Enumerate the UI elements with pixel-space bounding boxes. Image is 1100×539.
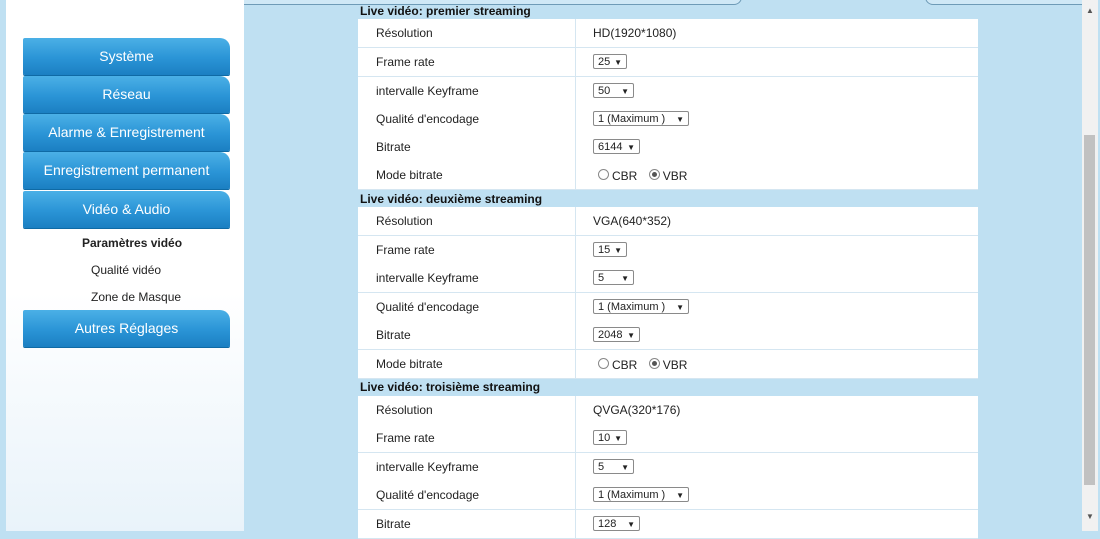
- framerate-label: Frame rate: [358, 236, 576, 264]
- framerate-label: Frame rate: [358, 48, 576, 76]
- resolution-label: Résolution: [358, 19, 576, 47]
- keyframe-select-value: 5: [598, 272, 605, 284]
- row-bitrate-2: [358, 321, 978, 350]
- arrow-up-icon[interactable]: ▲: [1086, 6, 1094, 15]
- bitrate-label: Bitrate: [358, 321, 576, 349]
- bitrate-label: Bitrate: [358, 133, 576, 161]
- keyframe-select-value: 50: [598, 85, 611, 97]
- bitrate-select-value: 6144: [598, 141, 623, 153]
- cbr-radio[interactable]: [598, 358, 609, 369]
- row-bitrate-1: [358, 133, 978, 162]
- quality-label: Qualité d'encodage: [358, 293, 576, 321]
- cbr-label: CBR: [612, 357, 638, 372]
- resolution-value: QVGA(320*176): [593, 403, 681, 417]
- menu-video-audio[interactable]: Vidéo & Audio: [23, 191, 230, 228]
- bitrate-mode-radio-group: [598, 168, 695, 183]
- quality-select-value: 1 (Maximum ): [598, 301, 666, 313]
- keyframe-label: intervalle Keyframe: [358, 77, 576, 105]
- bitrate-mode-radio-group: [598, 357, 695, 372]
- framerate-select[interactable]: [593, 242, 627, 257]
- resolution-label: Résolution: [358, 207, 576, 235]
- submenu-qualite-video[interactable]: Qualité vidéo: [91, 263, 162, 277]
- mode-label: Mode bitrate: [358, 350, 576, 378]
- chevron-down-icon: ▼: [614, 246, 622, 255]
- framerate-select[interactable]: [593, 54, 627, 69]
- vbr-radio[interactable]: [649, 358, 660, 369]
- row-keyframe-3: [358, 453, 978, 482]
- bitrate-select[interactable]: [593, 327, 640, 342]
- framerate-label: Frame rate: [358, 424, 576, 452]
- menu-reseau[interactable]: Réseau: [23, 76, 230, 113]
- chevron-down-icon: ▼: [627, 143, 635, 152]
- row-mode-2: [358, 350, 978, 379]
- submenu-parametres-video[interactable]: Paramètres vidéo: [82, 236, 183, 250]
- row-quality-2: [358, 293, 978, 322]
- vbr-radio[interactable]: [649, 169, 660, 180]
- resolution-label: Résolution: [358, 396, 576, 424]
- section-title-premier-streaming: Live vidéo: premier streaming: [360, 4, 531, 18]
- quality-label: Qualité d'encodage: [358, 481, 576, 509]
- keyframe-select[interactable]: [593, 270, 634, 285]
- menu-alarme-enregistrement[interactable]: Alarme & Enregistrement: [23, 114, 230, 151]
- framerate-select-value: 25: [598, 56, 611, 68]
- bitrate-select-value: 2048: [598, 329, 623, 341]
- menu-systeme[interactable]: Système: [23, 38, 230, 75]
- section-title-deuxieme-streaming: Live vidéo: deuxième streaming: [360, 192, 543, 206]
- chevron-down-icon: ▼: [621, 463, 629, 472]
- submenu-zone-de-masque[interactable]: Zone de Masque: [91, 290, 182, 304]
- keyframe-select[interactable]: [593, 459, 634, 474]
- framerate-select[interactable]: [593, 430, 627, 445]
- chevron-down-icon: ▼: [614, 434, 622, 443]
- row-mode-1: [358, 161, 978, 190]
- cbr-label: CBR: [612, 168, 638, 183]
- bitrate-label: Bitrate: [358, 510, 576, 538]
- scrollbar-thumb[interactable]: [1084, 135, 1095, 485]
- chevron-down-icon: ▼: [614, 58, 622, 67]
- page-scrollbar[interactable]: [1082, 0, 1098, 531]
- quality-select-value: 1 (Maximum ): [598, 489, 666, 501]
- row-quality-1: [358, 105, 978, 134]
- row-framerate-2: [358, 236, 978, 265]
- row-resolution-3: [358, 396, 978, 425]
- menu-autres-reglages[interactable]: Autres Réglages: [23, 310, 230, 347]
- quality-select[interactable]: [593, 111, 689, 126]
- quality-label: Qualité d'encodage: [358, 105, 576, 133]
- keyframe-label: intervalle Keyframe: [358, 264, 576, 292]
- chevron-down-icon: ▼: [676, 115, 684, 124]
- chevron-down-icon: ▼: [621, 87, 629, 96]
- chevron-down-icon: ▼: [676, 491, 684, 500]
- resolution-value: VGA(640*352): [593, 214, 672, 228]
- row-framerate-3: [358, 424, 978, 453]
- row-framerate-1: [358, 48, 978, 77]
- chevron-down-icon: ▼: [621, 274, 629, 283]
- video-settings-content: [358, 0, 978, 531]
- framerate-select-value: 10: [598, 432, 611, 444]
- bitrate-select-value: 128: [598, 518, 617, 530]
- quality-select[interactable]: [593, 487, 689, 502]
- chevron-down-icon: ▼: [627, 331, 635, 340]
- quality-select[interactable]: [593, 299, 689, 314]
- framerate-select-value: 15: [598, 244, 611, 256]
- vbr-label: VBR: [662, 168, 688, 183]
- row-bitrate-3: [358, 510, 978, 539]
- row-keyframe-2: [358, 264, 978, 293]
- row-resolution-2: [358, 207, 978, 236]
- mode-label: Mode bitrate: [358, 161, 576, 189]
- quality-select-value: 1 (Maximum ): [598, 113, 666, 125]
- resolution-value: HD(1920*1080): [593, 26, 677, 40]
- keyframe-select[interactable]: [593, 83, 634, 98]
- bitrate-select[interactable]: [593, 516, 640, 531]
- cbr-radio[interactable]: [598, 169, 609, 180]
- section-title-troisieme-streaming: Live vidéo: troisième streaming: [360, 380, 541, 394]
- menu-enregistrement-permanent[interactable]: Enregistrement permanent: [23, 152, 230, 189]
- arrow-down-icon[interactable]: ▼: [1086, 512, 1094, 521]
- row-quality-3: [358, 481, 978, 510]
- bitrate-select[interactable]: [593, 139, 640, 154]
- keyframe-select-value: 5: [598, 461, 605, 473]
- vbr-label: VBR: [662, 357, 688, 372]
- keyframe-label: intervalle Keyframe: [358, 453, 576, 481]
- chevron-down-icon: ▼: [676, 303, 684, 312]
- row-resolution-1: [358, 19, 978, 48]
- chevron-down-icon: ▼: [627, 520, 635, 529]
- row-keyframe-1: [358, 77, 978, 106]
